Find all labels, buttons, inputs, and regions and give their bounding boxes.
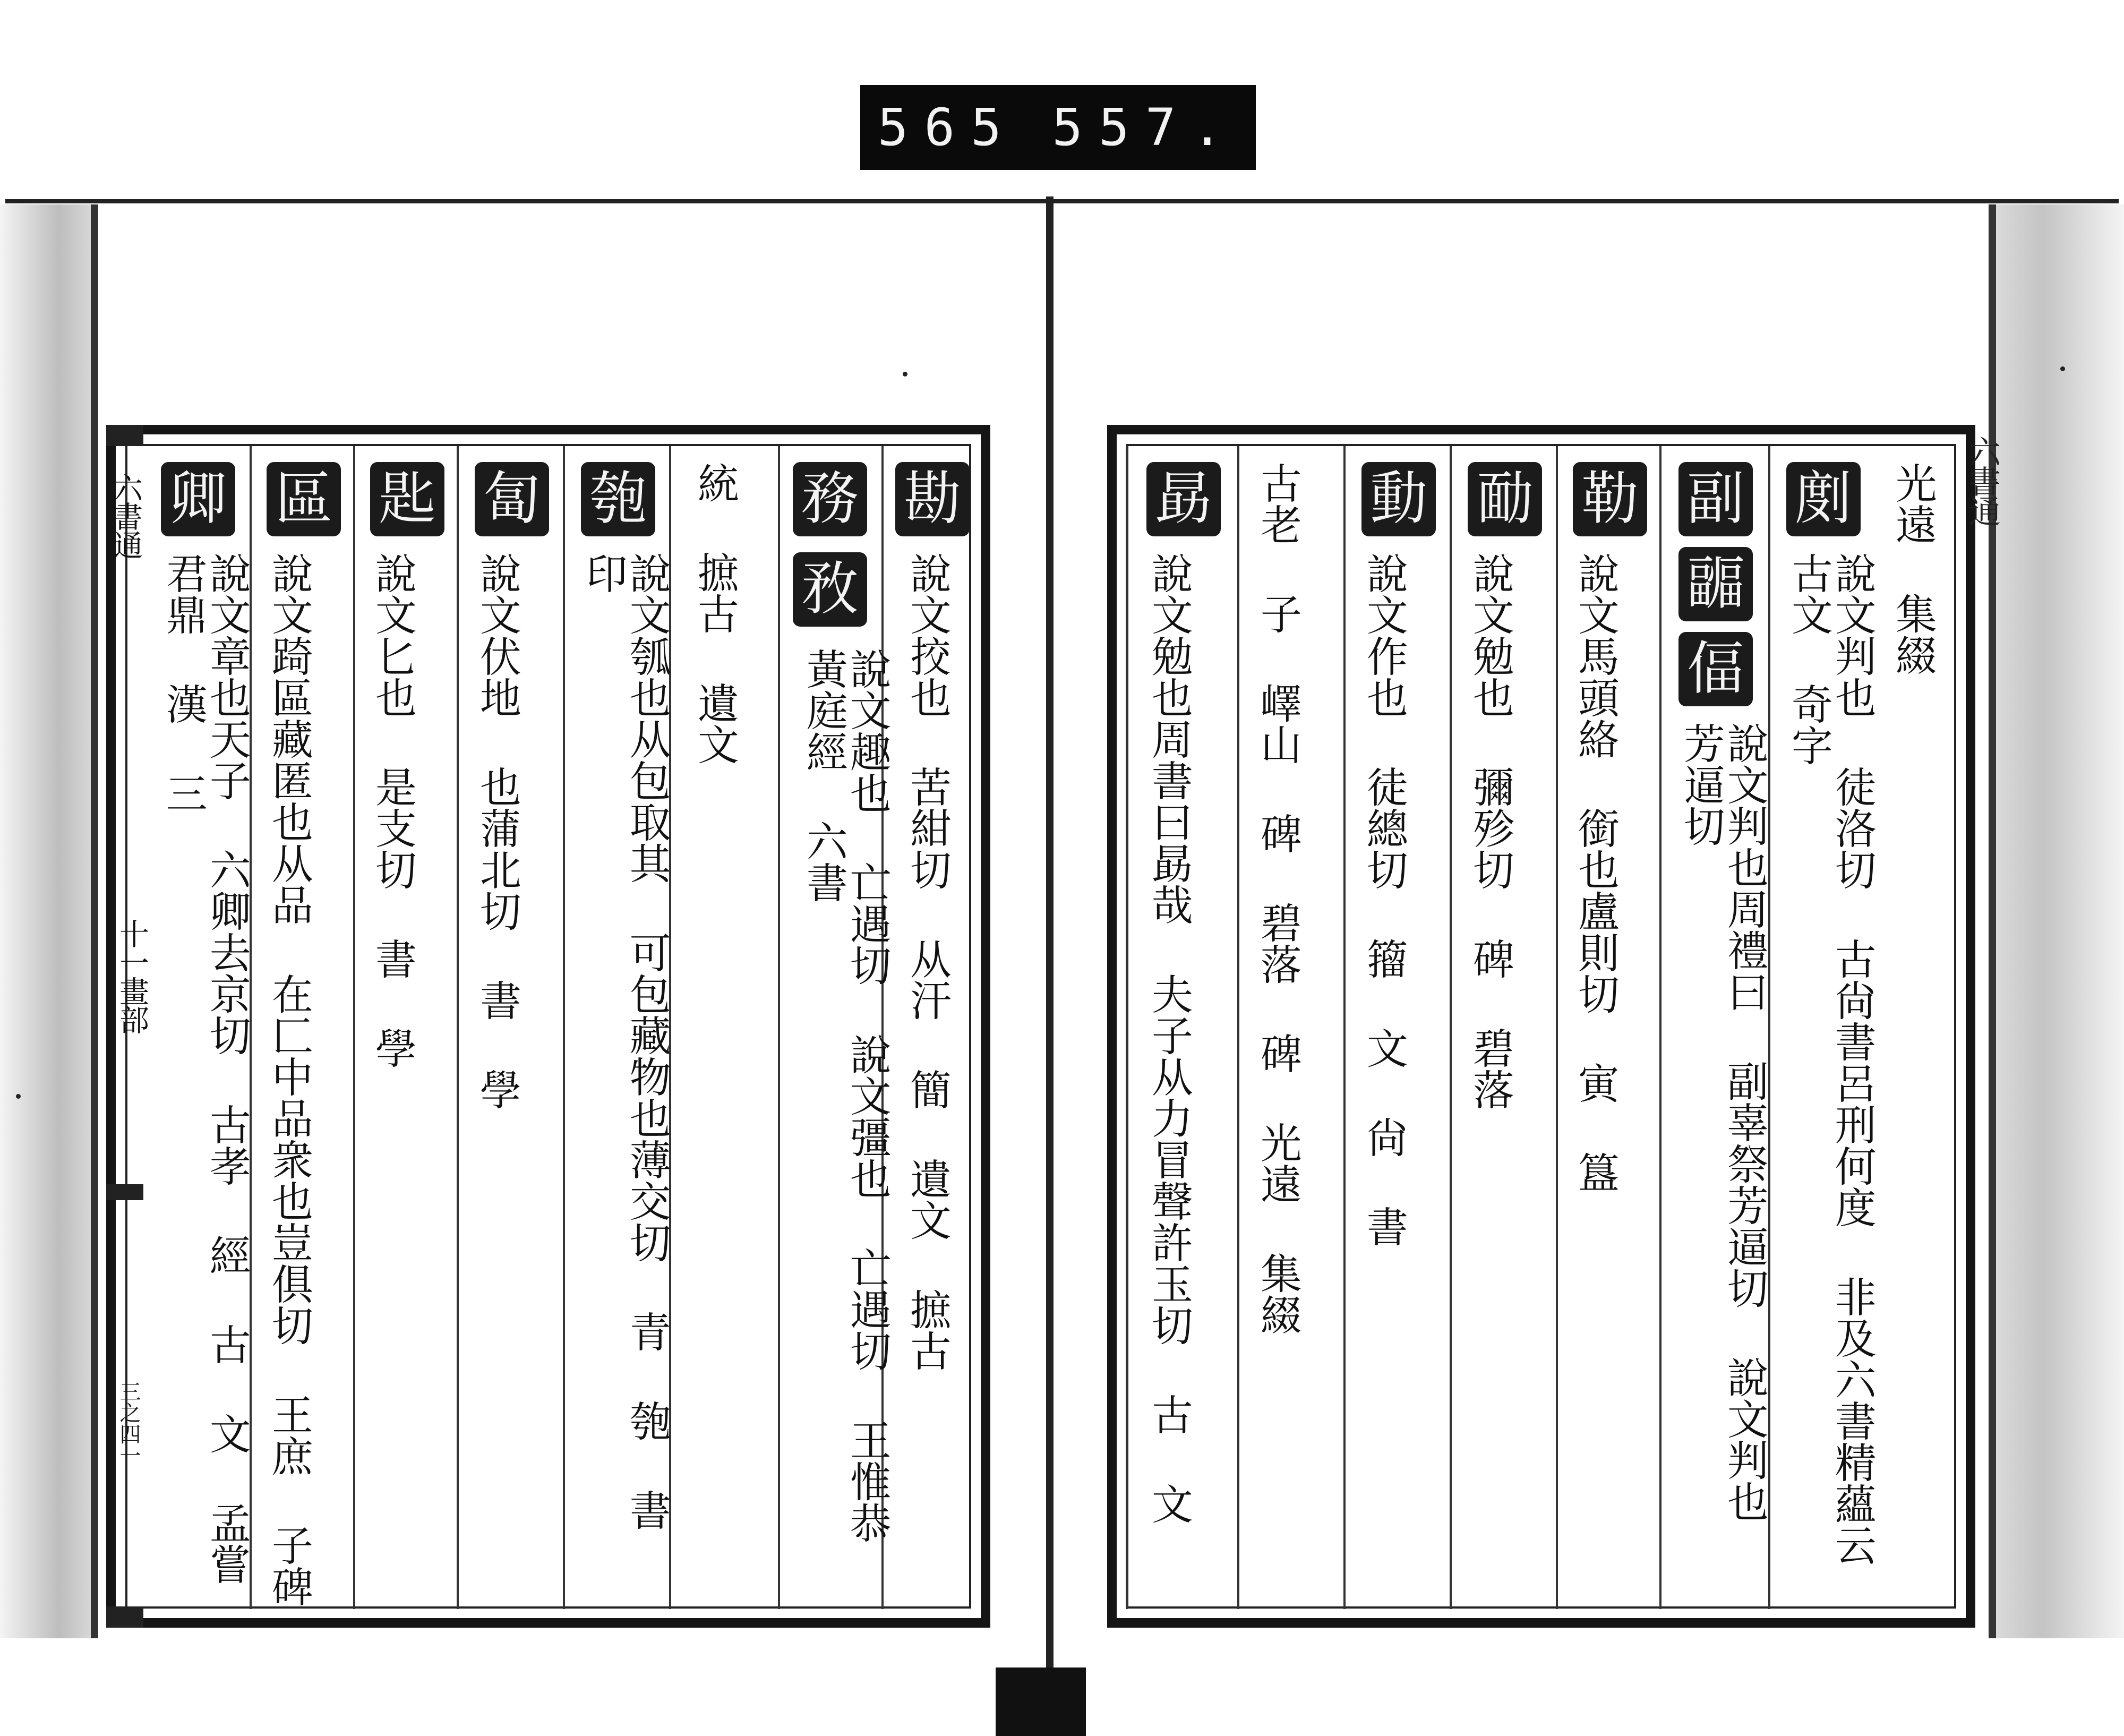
entry-column [563,446,669,1609]
entry-text: 說文作也 徒總切 籀 文 尙 書 [1359,552,1408,1247]
film-number-left: 565 [877,98,1017,157]
entry-column [881,446,982,1609]
entry-headword: 務 [793,462,867,536]
entry-column [457,446,563,1609]
entry-column [669,446,778,1609]
entry-column [778,446,891,1609]
entry-column [1659,446,1768,1609]
entry-column [1237,446,1343,1609]
entry-text: 說文挍也 苦紺切 从汗 簡 遺文 摭古 [903,552,951,1371]
film-number-right: 557. [1052,98,1239,157]
entry-column [1126,446,1237,1609]
entry-headword: 勗 [1146,462,1221,536]
entry-text: 古老 子 嶧山 碑 碧落 碑 光遠 集綴 [1253,462,1301,1335]
book-title: 六書通 [108,473,143,559]
book-spine [1046,196,1054,1673]
entry-headword: 卿 [161,462,235,536]
entry-text: 說文瓠也从包取其 可包藏物也薄交切 青 匏 書 印 [579,552,671,1530]
entry-text: 說文章也天子 六卿去京切 古孝 經 古 文 孟嘗 君鼎 漢 三 [159,552,251,1585]
entry-text: 說文勉也 彌殄切 碑 碧落 [1466,552,1514,1110]
entry-column [1450,446,1556,1609]
entry-text: 說文判也 徒洛切 古尙書呂刑何度 非及六書精蘊云 古文 奇字 [1784,552,1876,1566]
entry-column [1874,446,1959,1609]
left-book-cover [0,204,98,1638]
entry-headword: 勔 [1468,462,1542,536]
entry-column [353,446,457,1609]
entry-text: 說文踦區藏匿也从品 在匚中品衆也豈俱切 王庶 子碑 [264,552,313,1607]
entry-headword: 匏 [581,462,655,536]
folio-number: 三之四一 [116,1381,141,1466]
entry-headword: 副 [1678,462,1753,536]
right-book-cover [1989,204,2124,1638]
entry-column [1768,446,1874,1609]
entry-headword: 勒 [1573,462,1647,536]
entry-text: 說文伏地 也蒲北切 書 學 [473,552,521,1110]
film-frame-label [860,85,1256,170]
entry-headword-variant: 敄 [793,552,867,627]
entry-column [250,446,353,1609]
entry-text: 說文勉也周書曰勗哉 夫子从力冒聲許玉切 古 文 [1144,552,1193,1524]
entry-headword: 區 [267,462,341,536]
dust-speck [2060,366,2065,371]
entry-headword-variant: 偪 [1678,632,1753,706]
top-rule [5,199,2119,203]
entry-column [1556,446,1659,1609]
entry-headword-variant: 疈 [1678,547,1753,621]
entry-text: 說文匕也 是支切 書 學 [368,552,416,1068]
section-label: 十一畫部 [115,919,149,1033]
entry-text: 說文判也周禮曰 副辜祭芳逼切 說文判也 芳逼切 [1676,722,1768,1522]
page-margin-strip [106,425,149,1628]
entry-text: 說文趣也 亡遇切 說文彊也 亡遇切 王惟恭 黃庭經 六書 [799,648,891,1543]
right-margin-title: 六書通 [1964,435,2001,525]
entry-headword: 動 [1361,462,1436,536]
entry-text: 統 摭古 遺文 [690,462,739,765]
entry-headword: 匙 [370,462,444,536]
entry-headword: 匐 [475,462,549,536]
entry-column [146,446,250,1609]
spine-clip [996,1667,1086,1736]
entry-headword: 剫 [1786,462,1861,536]
dust-speck [16,1094,21,1099]
entry-headword: 勘 [895,462,970,536]
dust-speck [903,372,907,377]
entry-text: 光遠 集綴 [1888,462,1937,675]
entry-text: 說文馬頭絡 銜也盧則切 寅 簋 [1571,552,1619,1193]
entry-column [1343,446,1450,1609]
